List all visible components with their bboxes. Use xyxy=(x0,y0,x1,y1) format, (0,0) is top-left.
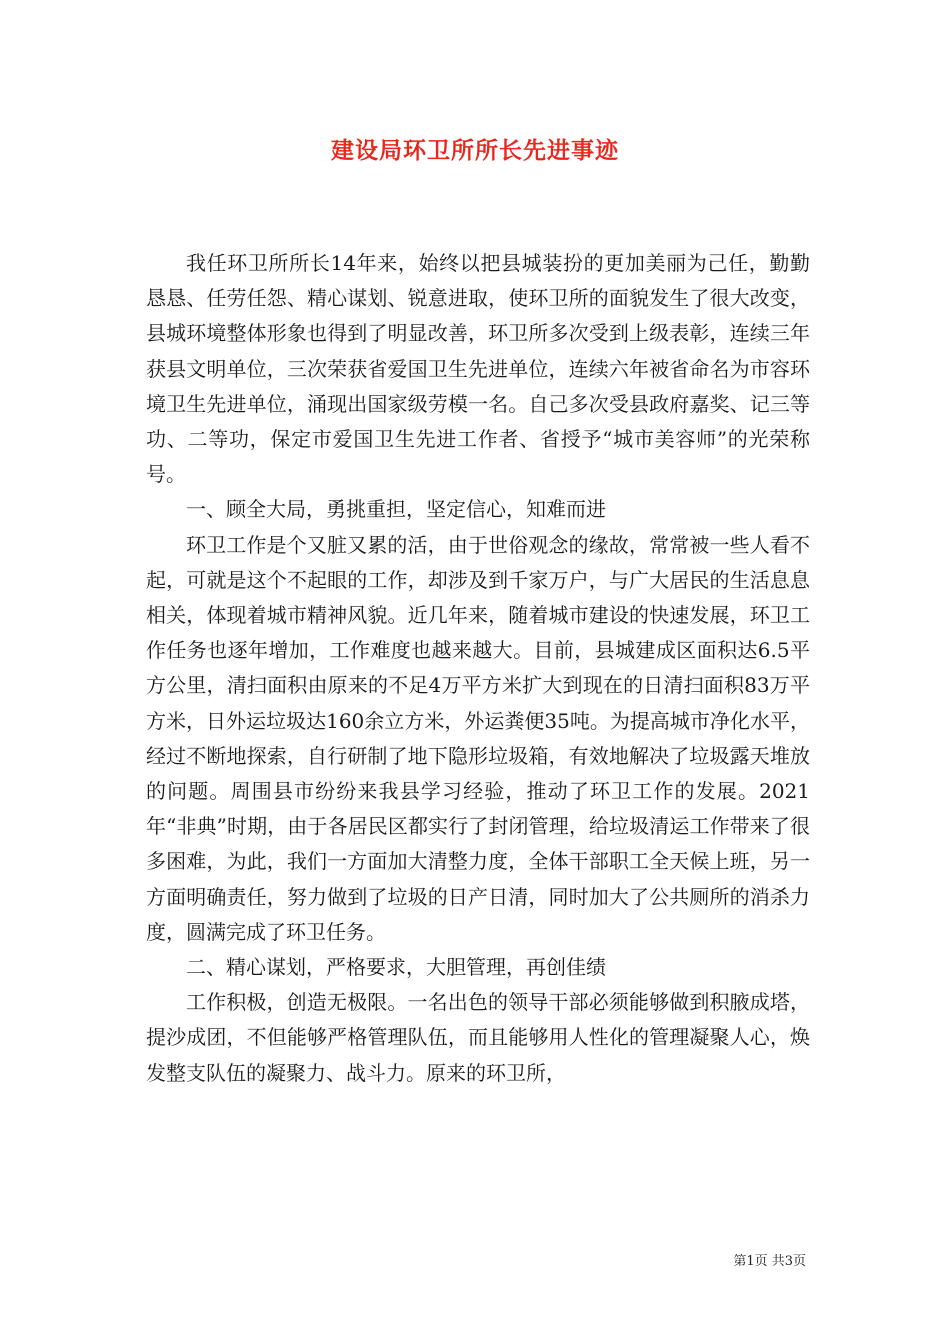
section-heading-2: 二、精心谋划，严格要求，大胆管理，再创佳绩 xyxy=(186,955,606,980)
paragraph-intro: 我任环卫所所长14年来，始终以把县城装扮的更加美丽为己任，勤勤恳恳、任劳任怨、精心谋划、锐意进取，使环卫所的面貌发生了很大改变，县城环境整体形象也得到了明显改善，环卫所多次受到上级表彰，连续三年获县文明单位，三次荣获省爱国卫生先进单位，连续六年被省命名为市容环境卫生先进单位，涌现出国家级劳模一名。自己多次受县政府嘉奖、记三等功、二等功，保定市爱国卫生先进工作者、省授予“城市美容师”的光荣称号。 xyxy=(146,251,810,487)
paragraph-section-2: 工作积极，创造无极限。一名出色的领导干部必须能够做到积腋成塔，提沙成团，不但能够严格管理队伍，而且能够用人性化的管理凝聚人心，焕发整支队伍的凝聚力、战斗力。原来的环卫所， xyxy=(146,990,810,1085)
document-body xyxy=(146,246,810,1091)
page-number: 第1页 共3页 xyxy=(733,1254,806,1269)
section-heading-1: 一、顾全大局，勇挑重担，坚定信心，知难而进 xyxy=(186,497,606,522)
document-title: 建设局环卫所所长先进事迹 xyxy=(331,137,619,164)
paragraph-section-1: 环卫工作是个又脏又累的活，由于世俗观念的缘故，常常被一些人看不起，可就是这个不起眼的工作，却涉及到千家万户，与广大居民的生活息息相关，体现着城市精神风貌。近几年来，随着城市建设的快速发展，环卫工作任务也逐年增加，工作难度也越来越大。目前，县城建成区面积达6.5平方公里，清扫面积由原来的不足4万平方米扩大到现在的日清扫面积83万平方米，日外运垃圾达160余立方米，外运粪便35吨。为提高城市净化水平，经过不断地探索，自行研制了地下隐形垃圾箱，有效地解决了垃圾露天堆放的问题。周围县市纷纷来我县学习经验，推动了环卫工作的发展。2021年“非典”时期，由于各居民区都实行了封闭管理，给垃圾清运工作带来了很多困难，为此，我们一方面加大清整力度，全体干部职工全天候上班，另一方面明确责任，努力做到了垃圾的日产日清，同时加大了公共厕所的消杀力度，圆满完成了环卫任务。 xyxy=(146,532,810,944)
